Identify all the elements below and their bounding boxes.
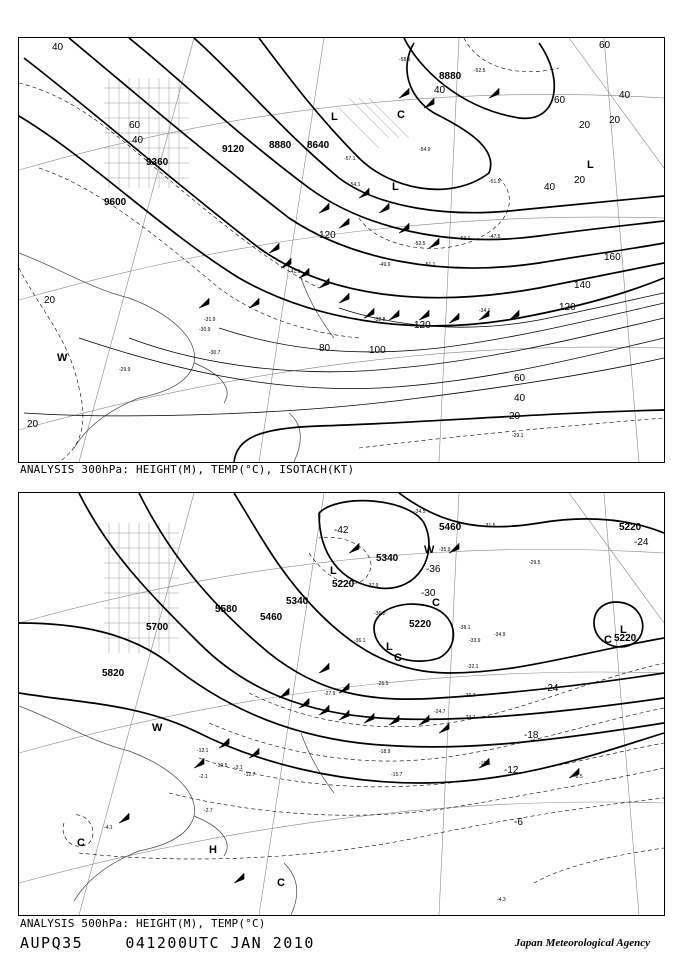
height-label: 5220 (619, 522, 642, 533)
station-value: -37.9 (367, 583, 379, 589)
station-value: -25.5 (377, 681, 389, 687)
graticule (19, 38, 664, 462)
temp-value: -52.5 (414, 241, 426, 247)
temp-value: -51.5 (489, 179, 501, 185)
isotach-label: 100 (369, 345, 386, 356)
cold-marker: C (432, 597, 440, 609)
station-value: -38.1 (459, 625, 471, 631)
product-footer (20, 934, 315, 952)
isotach-label: 40 (132, 135, 144, 146)
station-value: -2.1 (199, 774, 208, 780)
isotach-label: 60 (514, 373, 526, 384)
isotach-label: 80 (319, 343, 331, 354)
isotach-label: 160 (604, 252, 621, 263)
isotach-label: 120 (559, 302, 576, 313)
warm-marker: W (152, 722, 163, 734)
temp-value: -52.5 (474, 68, 486, 74)
wind-barbs (119, 543, 579, 883)
caption-300hpa: ANALYSIS 300hPa: HEIGHT(M), TEMP(°C), ISOTACH(KT) (20, 463, 355, 476)
isotherm-label: -24 (544, 683, 559, 694)
isotach-label: 40 (52, 42, 64, 53)
graticule (19, 493, 664, 915)
warm-marker: W (57, 352, 68, 364)
isotherm-label: -42 (334, 525, 349, 536)
isotach-label: 140 (574, 280, 591, 291)
temp-value: -53.1 (459, 236, 471, 242)
height-label: 9120 (222, 144, 245, 155)
valid-time: 041200UTC JAN 2010 (125, 934, 315, 952)
temp-value: -54.9 (419, 147, 431, 153)
height-label: 5700 (146, 622, 169, 633)
caption-500hpa: ANALYSIS 500hPa: HEIGHT(M), TEMP(°C) (20, 917, 266, 930)
isotach-label: 20 (27, 419, 39, 430)
height-label: 8640 (307, 140, 330, 151)
isotherm-labels (334, 525, 649, 828)
isotach-label: 60 (554, 95, 566, 106)
height-label: 5220 (332, 579, 355, 590)
isotach-label: 40 (619, 90, 631, 101)
temperature-values (119, 57, 524, 439)
agency-name: Japan Meteorological Agency (514, 937, 650, 949)
isotach-label: 40 (434, 85, 446, 96)
height-label: 5580 (215, 604, 238, 615)
low-marker: L (386, 641, 393, 653)
station-value: -24.7 (434, 709, 446, 715)
station-value: -32.1 (467, 664, 479, 670)
temp-value: -32.8 (374, 317, 386, 323)
temp-value: -47.5 (489, 234, 501, 240)
hatching (339, 98, 409, 148)
station-value: -26.7 (464, 693, 476, 699)
station-value: -27.9 (324, 691, 336, 697)
station-value: -31.5 (484, 523, 496, 529)
isotach-label: 40 (514, 393, 526, 404)
height-label: 5220 (614, 633, 637, 644)
cold-marker: C (604, 634, 612, 646)
height-contours (19, 38, 664, 462)
low-marker: L (587, 159, 594, 171)
height-label: 9360 (146, 157, 169, 168)
temp-value: -34.1 (479, 308, 491, 314)
isotach-label: 20 (574, 175, 586, 186)
low-marker: L (330, 565, 337, 577)
temp-value: -41.9 (289, 269, 301, 275)
high-marker: H (209, 844, 217, 856)
station-value: -4.1 (104, 825, 113, 831)
low-marker: L (331, 111, 338, 123)
cold-marker: C (397, 109, 405, 121)
temp-value: -49.9 (379, 262, 391, 268)
chart-300hpa-canvas (19, 38, 664, 462)
station-value: -36.2 (374, 611, 386, 617)
height-label: 5340 (286, 596, 309, 607)
chart-300hpa (18, 37, 665, 463)
station-value: -34.5 (414, 509, 426, 515)
low-marker: L (620, 624, 627, 636)
height-label: 5340 (376, 553, 399, 564)
station-value: -36.1 (354, 638, 366, 644)
station-value: -4.3 (497, 897, 506, 903)
coastlines (19, 706, 334, 915)
isotherm-label: -24 (634, 537, 649, 548)
temp-value: -51.1 (424, 262, 436, 268)
height-label: 8880 (269, 140, 292, 151)
isotach-label: 20 (44, 295, 56, 306)
station-value: -15.7 (391, 772, 403, 778)
station-value: -35.9 (439, 547, 451, 553)
isotach-label: 120 (414, 320, 431, 331)
isotach-label: 120 (319, 230, 336, 241)
chart-500hpa (18, 492, 665, 916)
station-value: -8.5 (574, 774, 583, 780)
temp-value: -58.5 (399, 57, 411, 63)
isotherm-label: -30 (421, 588, 436, 599)
height-label: 5460 (260, 612, 283, 623)
product-code: AUPQ35 (20, 934, 84, 952)
height-labels (102, 522, 642, 679)
isotach-label: 20 (609, 115, 621, 126)
station-values (104, 509, 583, 903)
station-value: -12.1 (197, 748, 209, 754)
isotherm-label: -12 (504, 765, 519, 776)
isotherm-label: -6 (514, 817, 523, 828)
height-label: 8880 (439, 71, 462, 82)
cold-marker: C (277, 877, 285, 889)
station-value: -29.5 (529, 560, 541, 566)
chart-500hpa-canvas (19, 493, 664, 915)
height-label: 5220 (409, 619, 432, 630)
station-value: -34.9 (494, 632, 506, 638)
isotach-label: 40 (544, 182, 556, 193)
isotach-label: 60 (599, 40, 611, 51)
station-value: -23.7 (464, 715, 476, 721)
station-value: -18.9 (379, 749, 391, 755)
station-value: -12.7 (244, 772, 256, 778)
temp-value: -31.9 (204, 317, 216, 323)
station-value: -15.5 (479, 761, 491, 767)
temp-value: -30.7 (209, 350, 221, 356)
temp-value: -29.9 (119, 367, 131, 373)
cold-marker: C (394, 652, 402, 664)
height-label: 5460 (439, 522, 462, 533)
height-label: 5820 (102, 668, 125, 679)
wind-barbs (199, 88, 519, 323)
temp-value: -57.1 (344, 156, 356, 162)
station-value: -10.5 (216, 763, 228, 769)
temp-value: -54.1 (349, 182, 361, 188)
temp-value: -29.1 (512, 433, 524, 439)
isotherm-label: -18 (524, 730, 539, 741)
isotach-label: 20 (509, 411, 521, 422)
isotherm-lines (19, 38, 664, 462)
cold-marker: C (77, 837, 85, 849)
height-label: 9600 (104, 197, 127, 208)
station-value: -2.7 (204, 808, 213, 814)
station-value: -33.9 (469, 638, 481, 644)
station-value: -3.1 (234, 765, 243, 771)
low-marker: L (392, 181, 399, 193)
isotach-label: 20 (579, 120, 591, 131)
temp-value: -30.9 (199, 327, 211, 333)
isotherm-label: -36 (426, 564, 441, 575)
isotach-label: 60 (129, 120, 141, 131)
warm-marker: W (424, 544, 435, 556)
